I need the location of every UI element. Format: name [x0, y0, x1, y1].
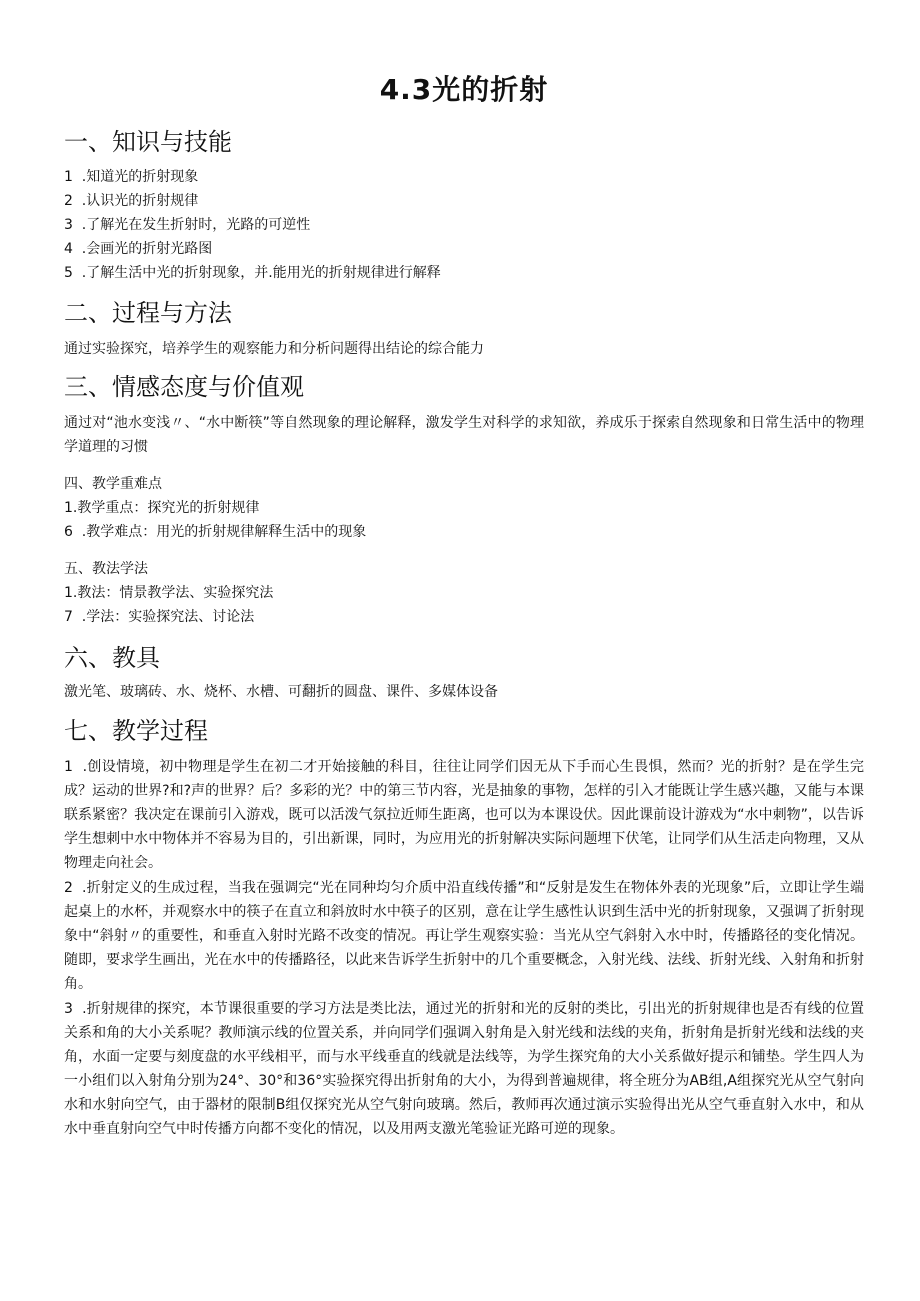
section-heading-key-points: 四、教学重难点	[64, 476, 162, 492]
list-item: 3 .了解光在发生折射时，光路的可逆性	[64, 217, 311, 233]
section-heading-teaching-aids: 六、教具	[64, 644, 160, 672]
list-item: 1.教学重点：探究光的折射规律	[64, 500, 260, 516]
list-item: 6 .教学难点：用光的折射规律解释生活中的现象	[64, 524, 367, 540]
list-item: 1.教法：情景教学法、实验探究法	[64, 585, 274, 601]
section-heading-emotion-values: 三、情感态度与价值观	[64, 373, 304, 401]
section-paragraph: 通过实验探究，培养学生的观察能力和分析问题得出结论的综合能力	[64, 341, 484, 357]
section-heading-knowledge-skills: 一、知识与技能	[64, 128, 232, 156]
document-title: 4.3光的折射	[379, 73, 549, 106]
section-paragraph: 通过对“池水变浅〃、“水中断筷”等自然现象的理论解释，激发学生对科学的求知欲，养成乐于探索自然现象和日常生活中的物理学道理的习惯	[64, 415, 864, 455]
section-heading-teaching-process: 七、教学过程	[64, 717, 208, 745]
process-paragraph-1: 1 .创设情境，初中物理是学生在初二才开始接触的科目，往往让同学们因无从下手而心生畏惧，然而？光的折射？是在学生完成？运动的世界?和?声的世界？后？多彩的光？中的第三节内容，光是抽象的事物，怎样的引入才能既让学生感兴趣，又能与本课联系紧密？我决定在课前引入游戏，既可以活泼气氛拉近师生距离，也可以为本课设伏。因此课前设计游戏为“水中刺物”，以告诉学生想刺中水中物体并不容易为目的，引出新课，同时，为应用光的折射解决实际问题埋下伏笔，让同学们从生活走向物理，又从物理走向社会。	[64, 759, 864, 871]
list-item: 7 .学法：实验探究法、讨论法	[64, 609, 255, 625]
section-heading-process-method: 二、过程与方法	[64, 299, 232, 327]
process-paragraph-3: 3 .折射规律的探究，本节课很重要的学习方法是类比法，通过光的折射和光的反射的类比，引出光的折射规律也是否有线的位置关系和角的大小关系呢？教师演示线的位置关系，并向同学们强调入射角是入射光线和法线的夹角，折射角是折射光线和法线的夹角，水面一定要与刻度盘的水平线相平，而与水平线垂直的线就是法线等，为学生探究角的大小关系做好提示和铺垫。学生四人为一小组们以入射角分别为24°、30°和36°实验探究得出折射角的大小，为得到普遍规律，将全班分为AB组,A组探究光从空气射向水和水射向空气，由于器材的限制B组仅探究光从空气射向玻璃。然后，教师再次通过演示实验得出光从空气垂直射入水中，和从水中垂直射向空气中时传播方向都不变化的情况，以及用两支激光笔验证光路可逆的现象。	[64, 1001, 864, 1137]
list-item: 5 .了解生活中光的折射现象，并.能用光的折射规律进行解释	[64, 265, 441, 281]
section-heading-methods: 五、教法学法	[64, 561, 148, 577]
process-paragraph-2: 2 .折射定义的生成过程，当我在强调完“光在同种均匀介质中沿直线传播”和“反射是发生在物体外表的光现象”后，立即让学生端起桌上的水杯，并观察水中的筷子在直立和斜放时水中筷子的区别，意在让学生感性认识到生活中光的折射现象，又强调了折射现象中“斜射〃的重要性，和垂直入射时光路不改变的情况。再让学生观察实验：当光从空气斜射入水中时，传播路径的变化情况。随即，要求学生画出，光在水中的传播路径，以此来告诉学生折射中的几个重要概念，入射光线、法线、折射光线、入射角和折射角。	[64, 880, 864, 992]
list-item: 1 .知道光的折射现象	[64, 169, 199, 185]
list-item: 2 .认识光的折射规律	[64, 193, 199, 209]
section-paragraph: 激光笔、玻璃砖、水、烧杯、水槽、可翻折的圆盘、课件、多媒体设备	[64, 684, 498, 700]
list-item: 4 .会画光的折射光路图	[64, 241, 213, 257]
